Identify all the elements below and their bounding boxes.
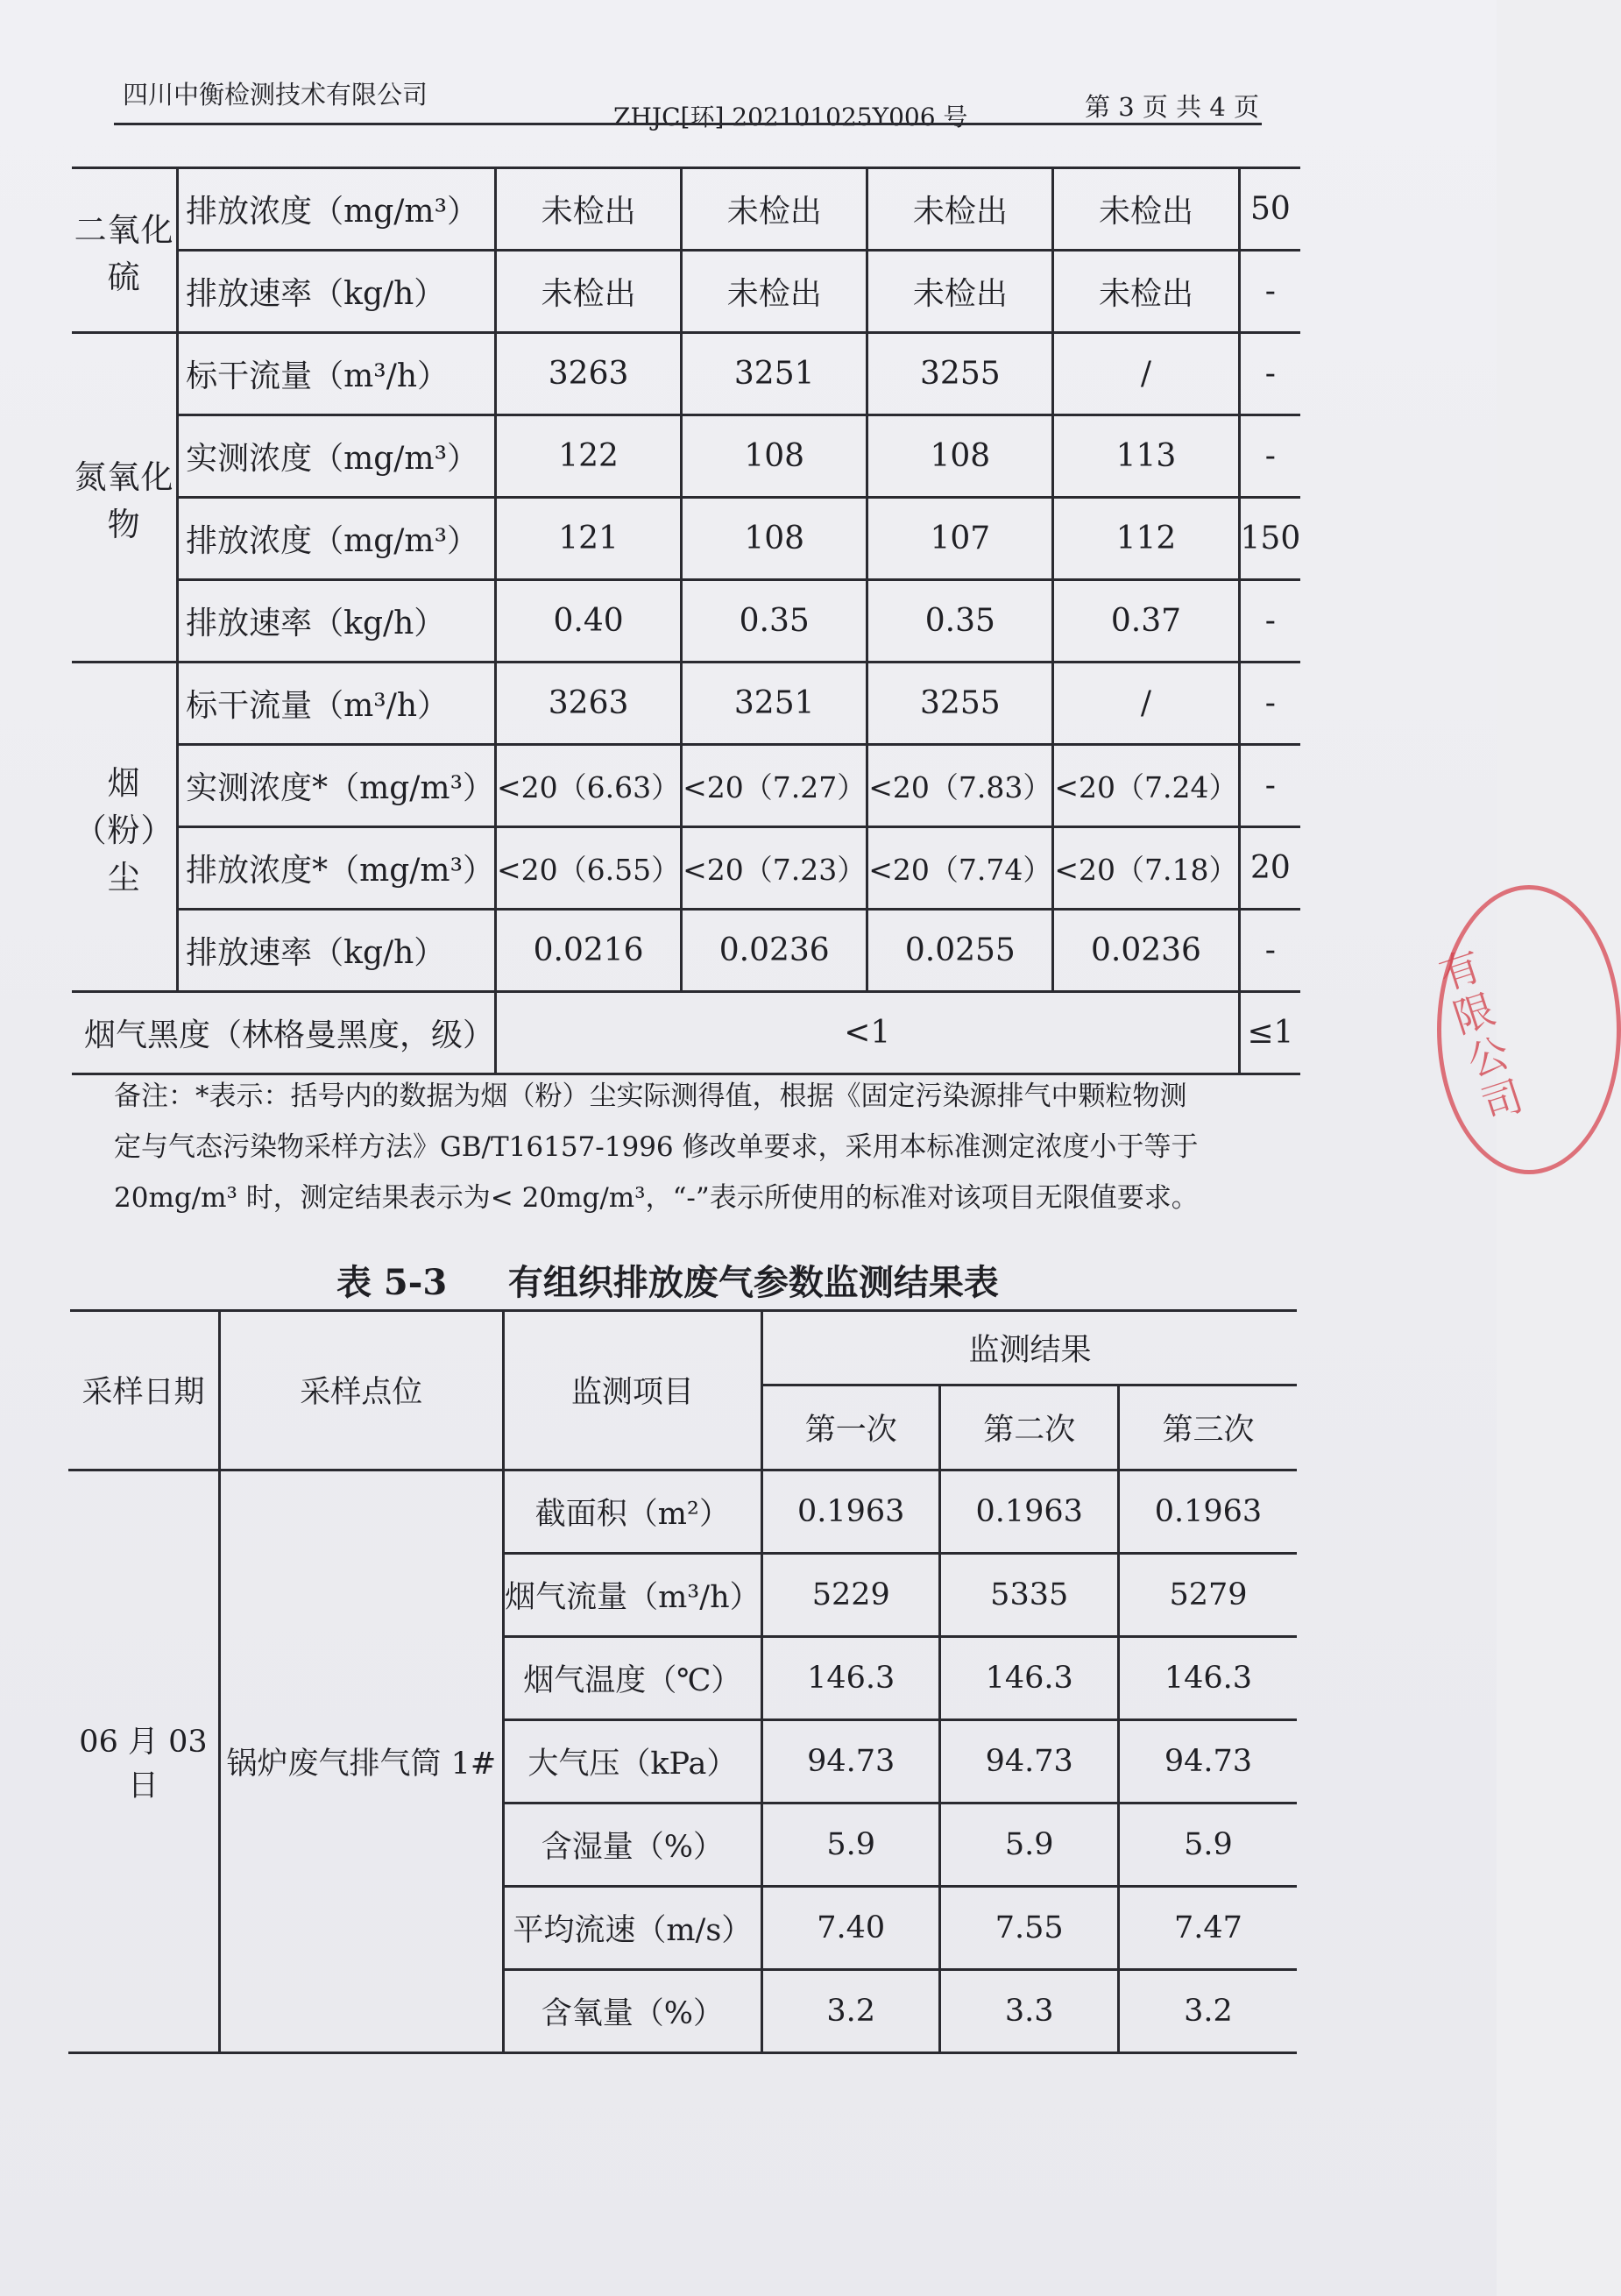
value-cell: 未检出: [1053, 168, 1239, 251]
table-caption: 表 5-3 有组织排放废气参数监测结果表: [336, 1262, 999, 1303]
value-cell: 5335: [940, 1554, 1118, 1637]
value-cell: 未检出: [867, 168, 1053, 251]
remarks-note: [114, 1071, 1253, 1223]
exhaust-parameters-table: [68, 1311, 1297, 2054]
header-rule: [114, 123, 1262, 125]
param-label: 排放浓度*（mg/m³）: [178, 827, 496, 910]
value-cell: 0.0236: [682, 910, 867, 992]
sampling-point: 锅炉废气排气筒 1#: [219, 1470, 503, 2053]
limit-cell: -: [1239, 745, 1300, 827]
value-cell: 未检出: [1053, 251, 1239, 333]
value-cell: 3263: [496, 333, 682, 415]
value-cell: 3251: [682, 663, 867, 745]
table-row: [72, 168, 1300, 251]
value-cell: 0.0236: [1053, 910, 1239, 992]
param-label: 排放速率（kg/h）: [178, 910, 496, 992]
header-item: 监测项目: [503, 1311, 761, 1470]
header-result: 监测结果: [761, 1311, 1297, 1385]
header-run-3: 第三次: [1118, 1385, 1297, 1470]
header-run-2: 第二次: [940, 1385, 1118, 1470]
param-label: 排放浓度（mg/m³）: [178, 498, 496, 580]
note-line: 备注：*表示：括号内的数据为烟（粉）尘实际测得值，根据《固定污染源排气中颗粒物测: [114, 1081, 1187, 1112]
param-label: 排放速率（kg/h）: [178, 580, 496, 663]
item-label: 烟气温度（℃）: [503, 1637, 761, 1720]
value-cell: <20（6.63）: [496, 745, 682, 827]
table-row: [72, 415, 1300, 498]
value-cell: 0.35: [867, 580, 1053, 663]
group-label: 氮氧化物: [72, 333, 178, 663]
value-cell: 3.2: [1118, 1970, 1297, 2053]
value-cell: 5279: [1118, 1554, 1297, 1637]
param-label: 标干流量（m³/h）: [178, 333, 496, 415]
value-cell: <20（7.24）: [1053, 745, 1239, 827]
value-cell: 未检出: [496, 168, 682, 251]
value-cell: 108: [682, 498, 867, 580]
value-cell: <20（7.83）: [867, 745, 1053, 827]
value-cell: 7.40: [761, 1887, 939, 1970]
table-row: [72, 251, 1300, 333]
param-label: 排放速率（kg/h）: [178, 251, 496, 333]
value-cell: 3255: [867, 333, 1053, 415]
limit-cell: -: [1239, 580, 1300, 663]
value-cell: 5229: [761, 1554, 939, 1637]
value-cell: 0.35: [682, 580, 867, 663]
table-row: [72, 580, 1300, 663]
item-label: 含氧量（%）: [503, 1970, 761, 2053]
param-label: 排放浓度（mg/m³）: [178, 168, 496, 251]
item-label: 平均流速（m/s）: [503, 1887, 761, 1970]
company-name: 四川中衡检测技术有限公司: [123, 80, 428, 110]
header-row: [68, 1311, 1297, 1385]
limit-cell: -: [1239, 251, 1300, 333]
value-cell: 108: [682, 415, 867, 498]
value-cell: 108: [867, 415, 1053, 498]
value-cell: 3.2: [761, 1970, 939, 2053]
limit-cell: 50: [1239, 168, 1300, 251]
value-cell: <20（7.18）: [1053, 827, 1239, 910]
value-cell: 未检出: [867, 251, 1053, 333]
table-row: [72, 663, 1300, 745]
value-cell: 113: [1053, 415, 1239, 498]
item-label: 含湿量（%）: [503, 1803, 761, 1887]
value-cell: 5.9: [940, 1803, 1118, 1887]
limit-cell: -: [1239, 333, 1300, 415]
header-point: 采样点位: [219, 1311, 503, 1470]
report-number: ZHJC[环] 202101025Y006 号: [613, 103, 968, 131]
value-cell: /: [1053, 663, 1239, 745]
value-cell: 未检出: [682, 168, 867, 251]
value-cell: <20（7.74）: [867, 827, 1053, 910]
value-cell: 122: [496, 415, 682, 498]
value-cell: 7.47: [1118, 1887, 1297, 1970]
value-cell: 146.3: [761, 1637, 939, 1720]
value-cell: 未检出: [682, 251, 867, 333]
value-cell: 94.73: [940, 1720, 1118, 1803]
item-label: 大气压（kPa）: [503, 1720, 761, 1803]
value-cell: 0.40: [496, 580, 682, 663]
param-label: 实测浓度*（mg/m³）: [178, 745, 496, 827]
limit-cell: 150: [1239, 498, 1300, 580]
param-label: 标干流量（m³/h）: [178, 663, 496, 745]
value-cell: 107: [867, 498, 1053, 580]
blackness-value: <1: [496, 992, 1240, 1074]
table-row: [72, 827, 1300, 910]
value-cell: 3.3: [940, 1970, 1118, 2053]
item-label: 截面积（m²）: [503, 1470, 761, 1554]
table-row: [72, 992, 1300, 1074]
limit-cell: 20: [1239, 827, 1300, 910]
group-label: 二氧化硫: [72, 168, 178, 333]
item-label: 烟气流量（m³/h）: [503, 1554, 761, 1637]
value-cell: 121: [496, 498, 682, 580]
table-row: [68, 1470, 1297, 1554]
note-line: 20mg/m³ 时，测定结果表示为< 20mg/m³，“-”表示所使用的标准对该项目无限值要求。: [114, 1182, 1199, 1214]
value-cell: 0.0216: [496, 910, 682, 992]
header-run-1: 第一次: [761, 1385, 939, 1470]
value-cell: 未检出: [496, 251, 682, 333]
blackness-label: 烟气黑度（林格曼黑度，级）: [72, 992, 496, 1074]
value-cell: 146.3: [940, 1637, 1118, 1720]
value-cell: 3255: [867, 663, 1053, 745]
value-cell: 0.37: [1053, 580, 1239, 663]
header-date: 采样日期: [68, 1311, 219, 1470]
limit-cell: -: [1239, 663, 1300, 745]
value-cell: <20（7.27）: [682, 745, 867, 827]
emission-results-table: [72, 167, 1300, 1075]
value-cell: 0.1963: [940, 1470, 1118, 1554]
value-cell: <20（7.23）: [682, 827, 867, 910]
group-label: 烟（粉）尘: [72, 663, 178, 992]
table-row: [72, 498, 1300, 580]
table-row: [72, 910, 1300, 992]
value-cell: /: [1053, 333, 1239, 415]
value-cell: 5.9: [1118, 1803, 1297, 1887]
value-cell: 94.73: [1118, 1720, 1297, 1803]
value-cell: 146.3: [1118, 1637, 1297, 1720]
seal-text: 有限公司: [1428, 943, 1530, 1132]
table-row: [72, 333, 1300, 415]
page-indicator: 第 3 页 共 4 页: [1085, 92, 1259, 122]
limit-cell: -: [1239, 910, 1300, 992]
value-cell: 0.0255: [867, 910, 1053, 992]
value-cell: 3263: [496, 663, 682, 745]
value-cell: 0.1963: [761, 1470, 939, 1554]
sampling-date: 06 月 03 日: [68, 1470, 219, 2053]
value-cell: 7.55: [940, 1887, 1118, 1970]
value-cell: 5.9: [761, 1803, 939, 1887]
table-row: [72, 745, 1300, 827]
param-label: 实测浓度（mg/m³）: [178, 415, 496, 498]
value-cell: 94.73: [761, 1720, 939, 1803]
value-cell: <20（6.55）: [496, 827, 682, 910]
value-cell: 3251: [682, 333, 867, 415]
blackness-limit: ≤1: [1239, 992, 1300, 1074]
value-cell: 0.1963: [1118, 1470, 1297, 1554]
note-line: 定与气态污染物采样方法》GB/T16157-1996 修改单要求，采用本标准测定浓度小于等于: [114, 1131, 1199, 1163]
limit-cell: -: [1239, 415, 1300, 498]
value-cell: 112: [1053, 498, 1239, 580]
